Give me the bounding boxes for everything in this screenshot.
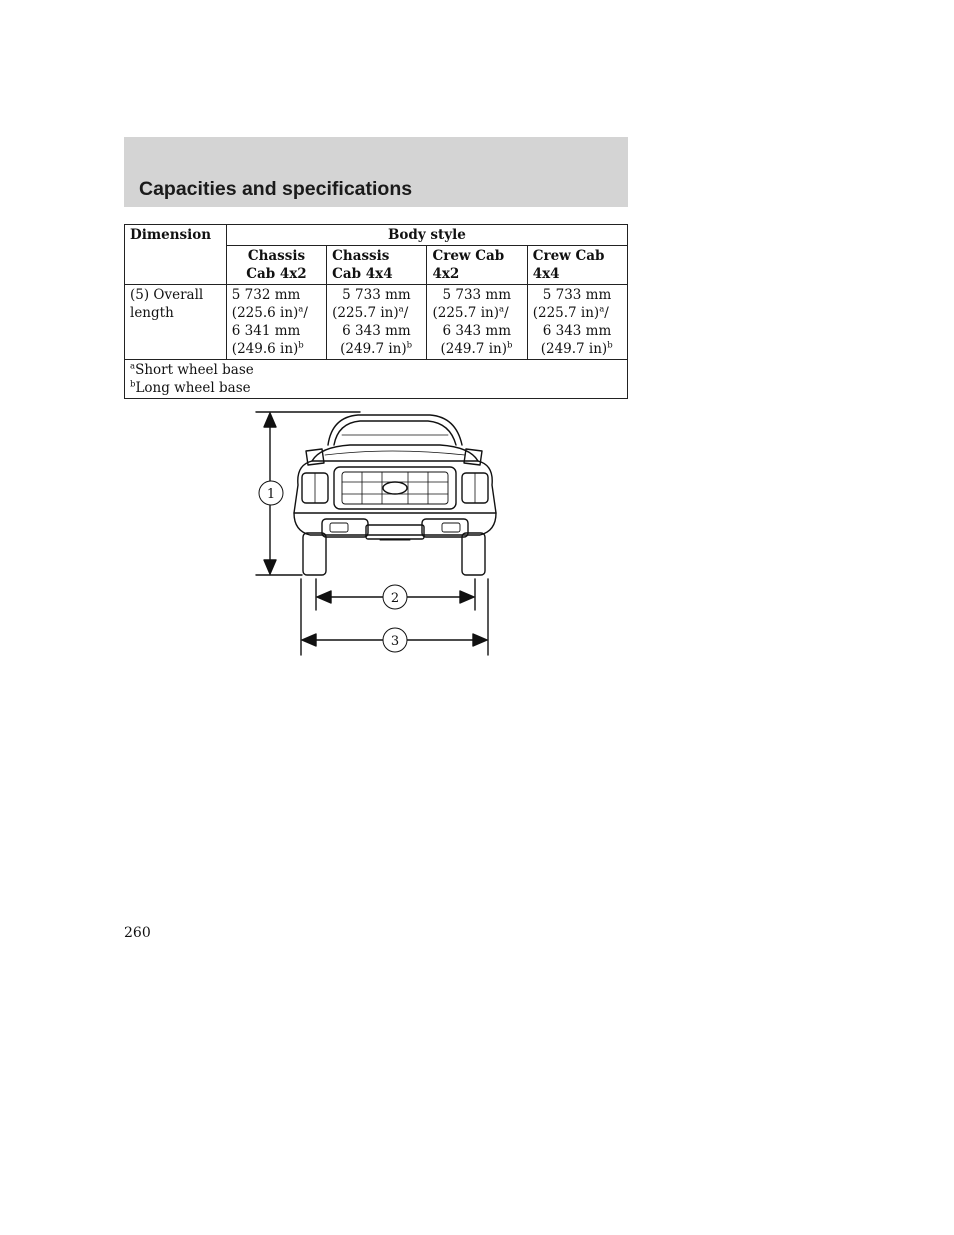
body-style-header: Body style <box>226 225 627 246</box>
table-cell: 5 733 mm (225.7 in)$^a$/ 6 343 mm (249.7 in)$^b$ <box>427 285 527 360</box>
truck-outline <box>294 415 496 575</box>
section-title: Capacities and specifications <box>139 178 413 200</box>
callout-1: 1 <box>266 487 276 502</box>
column-header: Crew Cab 4x2 <box>427 246 527 285</box>
callout-2: 2 <box>390 591 400 606</box>
table-cell: 5 733 mm (225.7 in)$^a$/ 6 343 mm (249.7 in)$^b$ <box>327 285 427 360</box>
truck-front-diagram <box>250 405 510 660</box>
footnote: $^b$Long wheel base <box>130 379 251 396</box>
specifications-table <box>124 224 628 399</box>
column-header: Chassis Cab 4x2 <box>226 246 326 285</box>
column-header: Crew Cab 4x4 <box>527 246 627 285</box>
section-header <box>124 137 628 207</box>
dimension-header: Dimension <box>125 225 227 285</box>
callout-3: 3 <box>390 634 400 649</box>
track-width-dimension <box>316 579 475 610</box>
table-row <box>125 285 628 360</box>
row-label: (5) Overall length <box>125 285 227 360</box>
footnotes-row <box>125 360 628 399</box>
table-cell: 5 733 mm (225.7 in)$^a$/ 6 343 mm (249.7 in)$^b$ <box>527 285 627 360</box>
table-header-row <box>125 225 628 246</box>
footnote: $^a$Short wheel base <box>130 361 254 378</box>
footnotes <box>125 360 628 399</box>
column-header: Chassis Cab 4x4 <box>327 246 427 285</box>
table-cell: 5 732 mm (225.6 in)$^a$/ 6 341 mm (249.6 in)$^b$ <box>226 285 326 360</box>
height-dimension <box>256 412 360 575</box>
page-number: 260 <box>124 925 151 941</box>
